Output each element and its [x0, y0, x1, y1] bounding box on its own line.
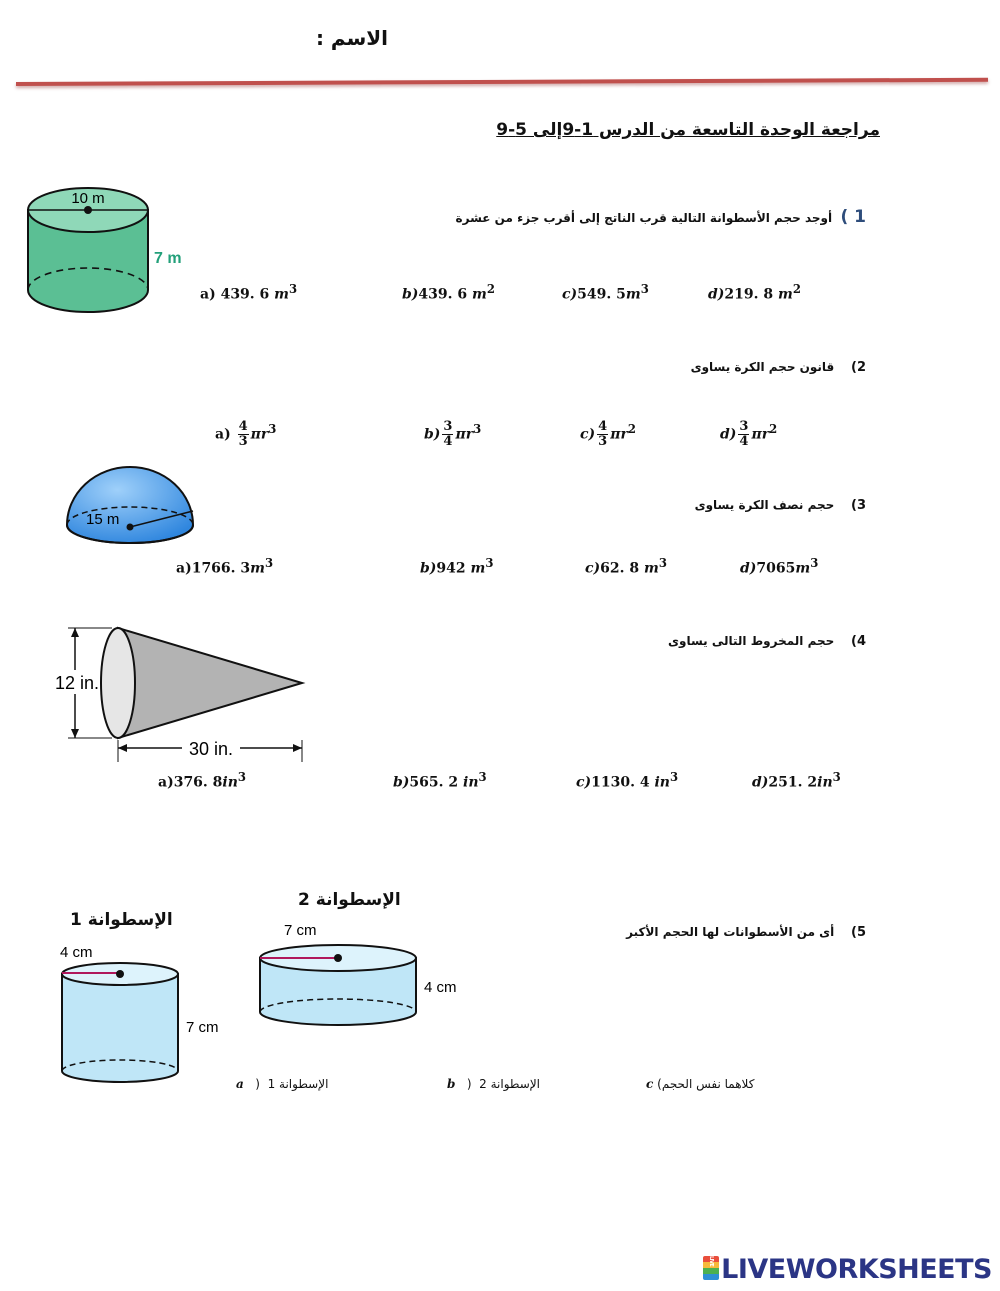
q3-option-d[interactable]: $d)7065m^3$	[740, 556, 819, 577]
cylinder-1-body	[62, 974, 178, 1082]
q1-option-c[interactable]: c)549. $5m^3$	[562, 282, 649, 303]
question-1	[456, 207, 866, 227]
hemisphere-center-dot	[127, 524, 134, 531]
question-3-text: حجم نصف الكرة يساوى	[694, 498, 835, 512]
logo-badge-icon: LIVE	[703, 1256, 719, 1280]
question-5-number: 5)	[851, 925, 866, 940]
question-3-number: 3)	[851, 498, 866, 513]
cone-height-arrow-up	[71, 628, 79, 637]
q3-option-b[interactable]: b)942 $m^3$	[420, 556, 494, 577]
cylinder-diameter-label: 10 m	[71, 190, 105, 207]
q4-option-c[interactable]: c)1130. 4 $in^3$	[576, 770, 679, 791]
question-1-number: 1 )	[840, 207, 866, 227]
q5-option-c[interactable]: c (كلاهما نفس الحجم	[646, 1077, 755, 1091]
cylinder-center-dot	[84, 206, 92, 214]
hemisphere-figure	[60, 465, 200, 557]
liveworksheets-logo	[703, 1254, 992, 1285]
cylinder-1-radius-label: 4 cm	[60, 944, 93, 961]
cylinder-2-figure	[252, 915, 472, 1030]
cone-figure	[50, 620, 320, 770]
q4-option-b[interactable]: b)565. 2 $in^3$	[393, 770, 487, 791]
cone-length-label: 30 in.	[188, 739, 234, 759]
cylinder-1-title: الإسطوانة 1	[70, 910, 173, 930]
cone-length-arrow-right	[293, 744, 302, 752]
q3-option-c[interactable]: c)62. 8 $m^3$	[585, 556, 667, 577]
q5-option-a[interactable]: a ) الإسطوانة 1	[236, 1077, 329, 1091]
cylinder-2-center-dot	[334, 954, 342, 962]
question-4-number: 4)	[851, 634, 866, 649]
question-4	[668, 634, 866, 649]
question-2-number: 2)	[851, 360, 866, 375]
cone-height-arrow-down	[71, 729, 79, 738]
question-5	[626, 925, 866, 940]
q1-option-b[interactable]: b)439. 6 $m^2$	[402, 282, 495, 303]
logo-text: LIVEWORKSHEETS	[721, 1254, 992, 1285]
cone-body	[118, 628, 302, 738]
question-2	[691, 360, 866, 375]
q5-option-b[interactable]: b ) الإسطوانة 2	[447, 1077, 541, 1091]
q3-option-a[interactable]: a)1766. $3m^3$	[176, 556, 274, 577]
q2-option-b[interactable]: b) $\frac{3}{4}$ $\pi r^3$	[424, 419, 482, 449]
cylinder-1-figure	[52, 938, 232, 1088]
q4-option-d[interactable]: d)251. $2in^3$	[752, 770, 841, 791]
hemisphere-radius-label: 15 m	[86, 511, 120, 528]
q1-option-a[interactable]: a) 439. 6 $m^3$	[200, 282, 298, 303]
q2-option-a[interactable]: a) $\frac{4}{3}$ $\pi r^3$	[215, 419, 277, 449]
hemisphere-dome	[67, 467, 193, 543]
question-4-text: حجم المخروط التالى يساوى	[667, 634, 835, 648]
q4-option-a[interactable]: a)376. $8in^3$	[158, 770, 247, 791]
cylinder-1-center-dot	[116, 970, 124, 978]
cylinder-2-title: الإسطوانة 2	[298, 890, 401, 910]
question-1-text: أوجد حجم الأسطوانة التالية قرب الناتج إلى أقرب جزء من عشرة	[455, 211, 833, 225]
name-label: الاسم :	[315, 26, 388, 50]
question-5-text: أى من الأسطوانات لها الحجم الأكبر	[626, 925, 835, 939]
cylinder-2-radius-label: 7 cm	[284, 922, 317, 939]
cylinder-1-height-label: 7 cm	[186, 1019, 219, 1036]
q1-option-d[interactable]: d)219. 8 $m^2$	[708, 282, 801, 303]
q2-option-d[interactable]: d) $\frac{3}{4}$ $\pi r^2$	[720, 419, 778, 449]
cylinder-2-height-label: 4 cm	[424, 979, 457, 996]
q2-option-c[interactable]: c) $\frac{4}{3}$ $\pi r^2$	[580, 419, 636, 449]
cone-length-arrow-left	[118, 744, 127, 752]
question-2-text: قانون حجم الكرة يساوى	[690, 360, 835, 374]
question-3	[695, 498, 866, 513]
cone-height-label: 12 in.	[54, 673, 100, 693]
cylinder-figure	[18, 180, 198, 325]
cone-base	[101, 628, 135, 738]
header-divider	[16, 78, 988, 86]
cylinder-height-label: 7 m	[154, 250, 182, 267]
page-title: مراجعة الوحدة التاسعة من الدرس 1-9إلى 5-9	[496, 120, 880, 140]
